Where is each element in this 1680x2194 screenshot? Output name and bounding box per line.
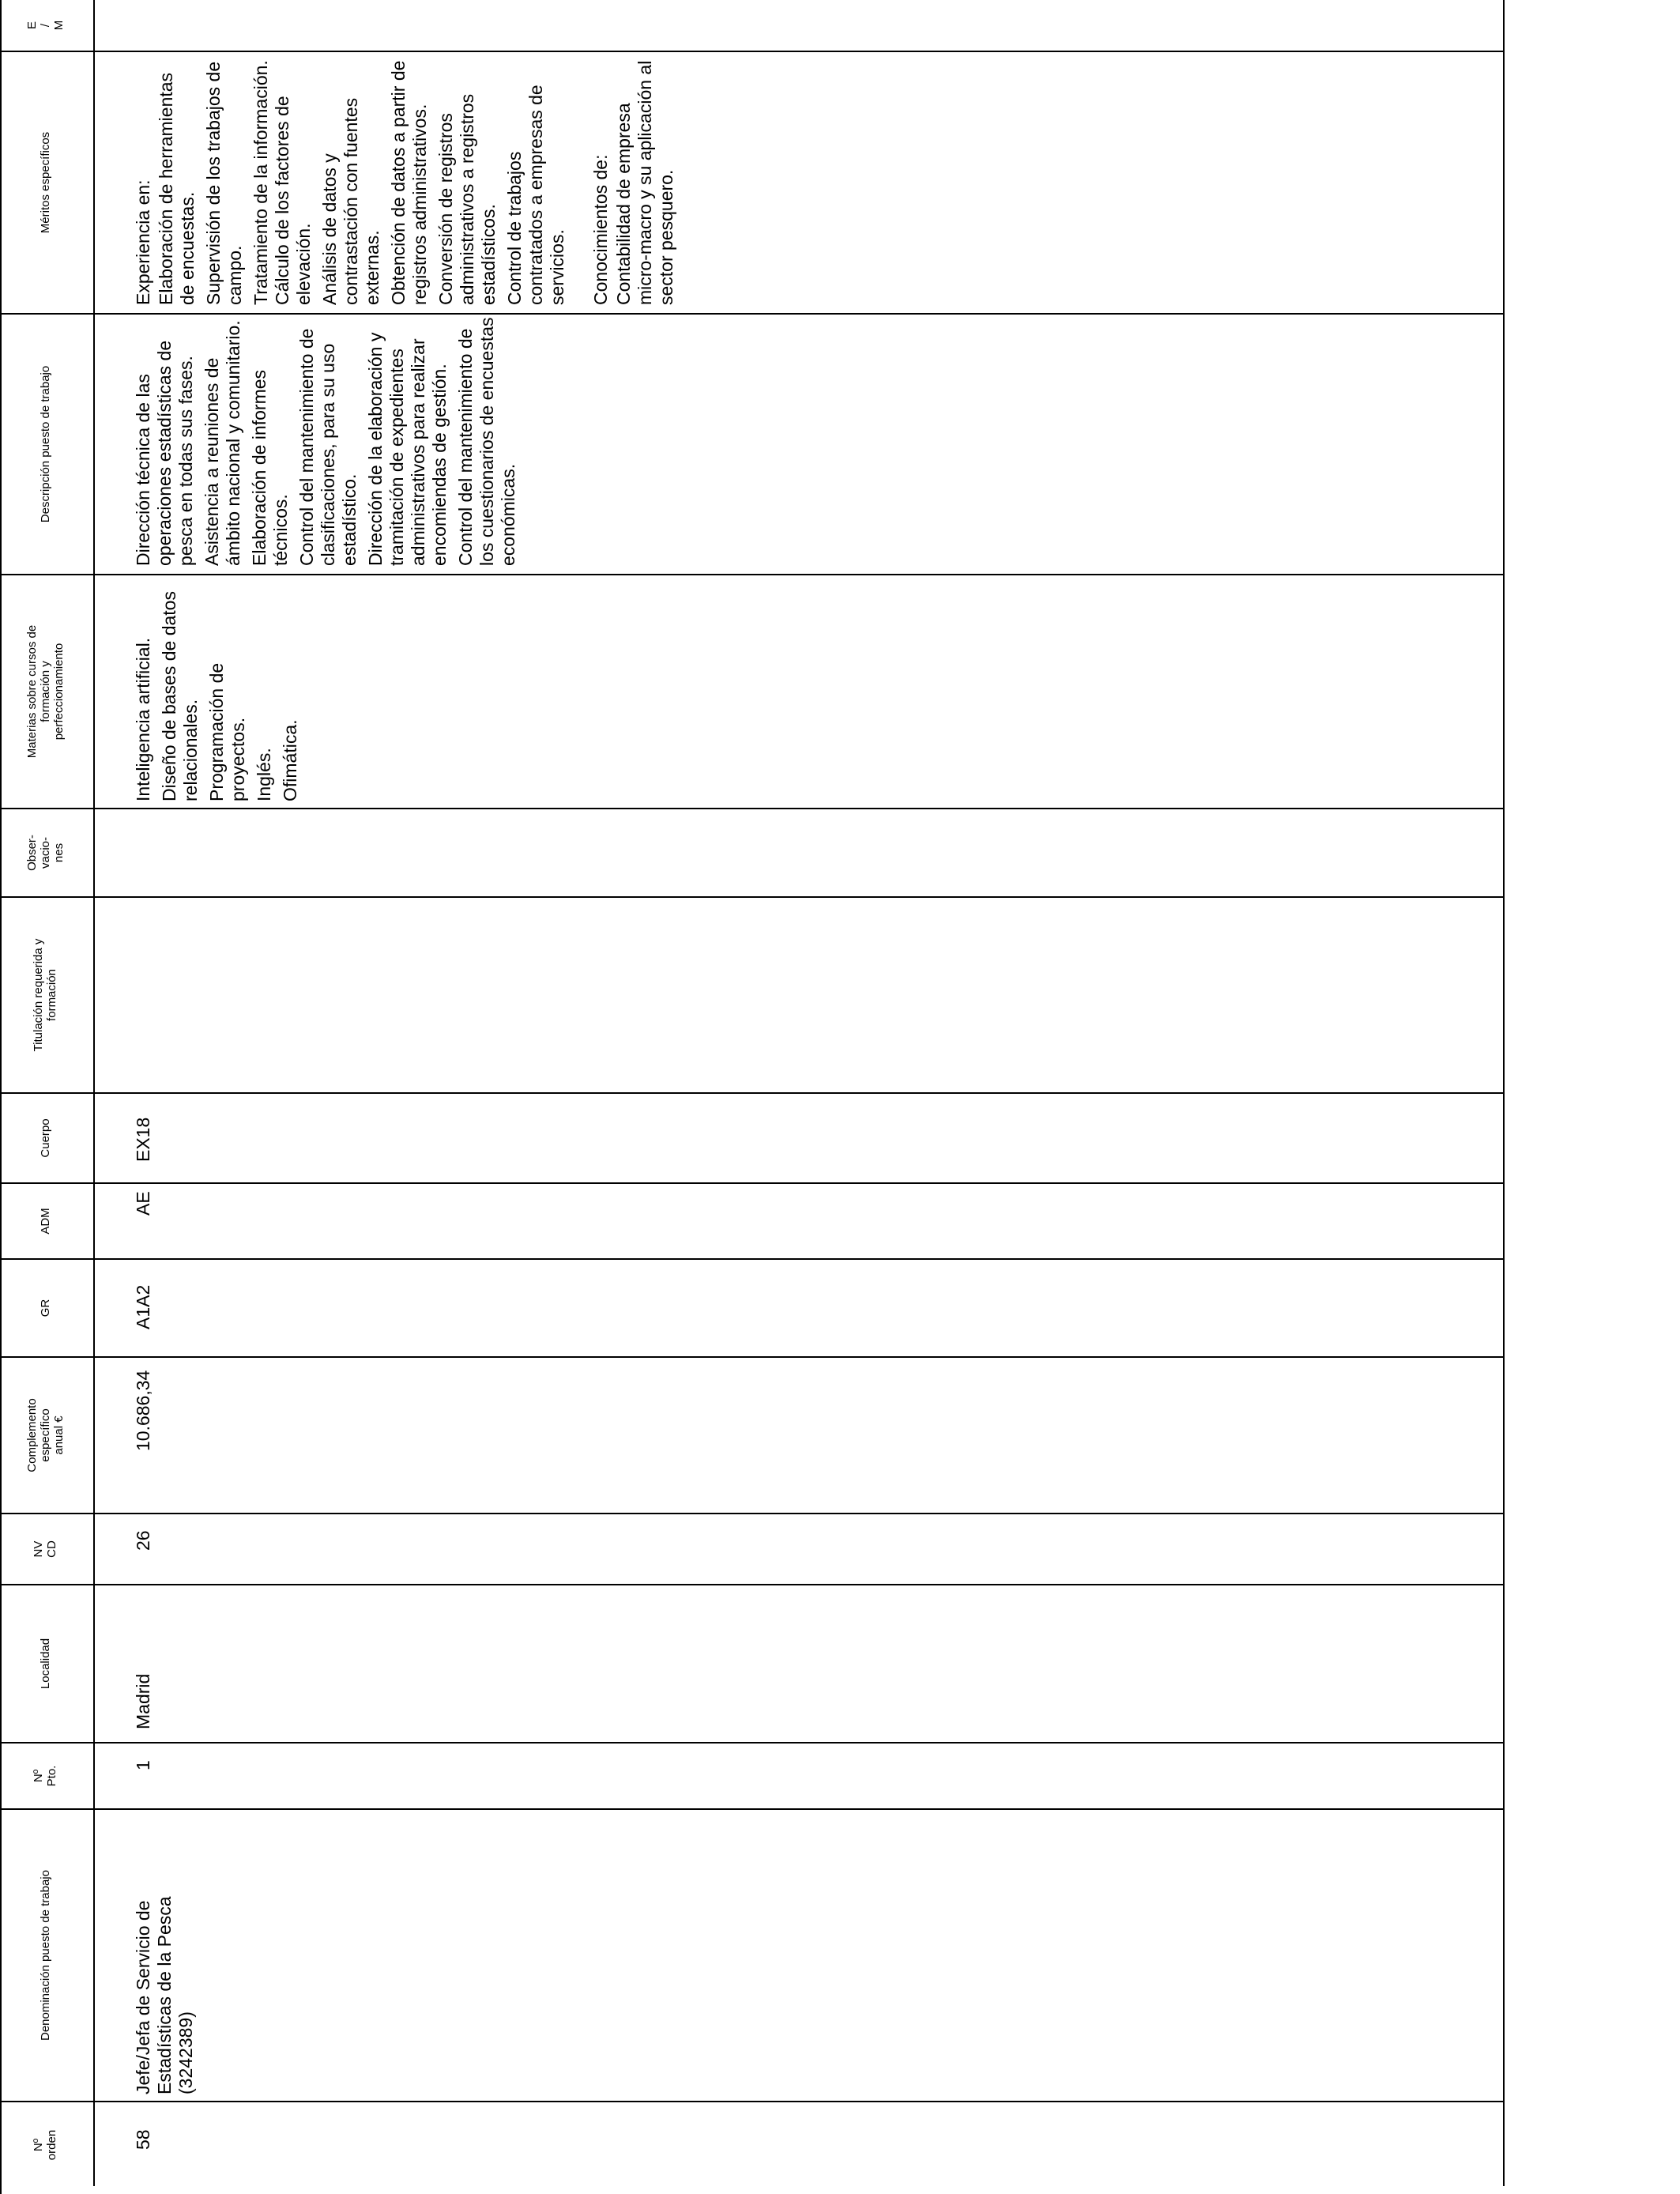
col-rule: [0, 2101, 1505, 2102]
materia-item: Inteligencia artificial.: [133, 637, 153, 801]
col-rule: [0, 51, 1505, 52]
descripcion-item: Elaboración de informes técnicos.: [249, 369, 291, 566]
col-rule: [0, 1584, 1505, 1585]
header-nivel: NV CD: [32, 1540, 58, 1558]
merito-item: Supervisión de los trabajos de campo.: [203, 61, 245, 305]
col-rule: [0, 1742, 1505, 1744]
col-rule: [0, 1513, 1505, 1514]
merito-item: Tratamiento de la información. Cálculo de los factores de elevación.: [250, 60, 314, 305]
col-rule: [0, 1258, 1505, 1260]
materia-item: Diseño de bases de datos relacionales.: [159, 591, 201, 801]
descripcion-item: Control del mantenimiento de los cuestionarios de encuestas económicas.: [455, 317, 518, 566]
materia-item: Inglés.: [254, 748, 274, 801]
merito-item: Obtención de datos a partir de registros administrativos.: [388, 60, 430, 305]
col-rule: [0, 1356, 1505, 1358]
merito-item: Conversión de registros administrativos a registros estadísticos.: [435, 93, 499, 305]
materia-item: Ofimática.: [280, 719, 300, 801]
cell-denominacion: Jefe/Jefa de Servicio de Estadísticas de la Pesca (3242389): [133, 1896, 196, 2094]
meritos-experiencia-label: Experiencia en:: [133, 179, 153, 305]
merito-item: Contabilidad de empresa micro-macro y su aplicación al sector pesquero.: [613, 60, 676, 305]
cell-nivel: 26: [133, 1530, 153, 1551]
header-grupo: GR: [38, 1299, 52, 1318]
col-rule: [0, 1182, 1505, 1184]
header-localidad: Localidad: [38, 1638, 52, 1690]
merito-item: Control de trabajos contratados a empresas de servicios.: [504, 85, 567, 305]
col-rule: [0, 313, 1505, 315]
col-rule: [0, 808, 1505, 809]
descripcion-item: Control del mantenimiento de clasificaciones, para su uso estadístico.: [296, 328, 360, 566]
col-rule: [0, 896, 1505, 898]
cell-orden: 58: [133, 2129, 153, 2150]
cell-grupo: A1A2: [133, 1284, 153, 1329]
materia-item: Programación de proyectos.: [206, 662, 248, 801]
header-orden: Nº orden: [32, 2129, 58, 2161]
col-rule: [0, 574, 1505, 575]
cell-materias: [133, 582, 306, 801]
header-pto: Nº Pto.: [32, 1765, 58, 1787]
col-rule: [0, 1808, 1505, 1810]
cell-cuerpo: EX18: [133, 1117, 153, 1162]
cell-meritos: [133, 54, 682, 305]
cell-descripcion: [133, 316, 524, 566]
header-complemento: Complemento específico anual €: [24, 1398, 66, 1472]
header-em: E / M: [24, 20, 66, 31]
cell-adm: AE: [133, 1191, 153, 1216]
header-descripcion: Descripción puesto de trabajo: [38, 365, 52, 523]
col-rule: [0, 1092, 1505, 1094]
merito-item: Análisis de datos y contrastación con fuentes externas.: [319, 97, 382, 305]
header-titulacion: Titulación requerida y formación: [32, 938, 58, 1052]
descripcion-item: Dirección técnica de las operaciones estadísticas de pesca en todas sus fases.: [133, 340, 196, 566]
meritos-conocimientos-label: Conocimientos de:: [590, 154, 611, 305]
header-denominacion: Denominación puesto de trabajo: [38, 1870, 52, 2041]
header-materias: Materias sobre cursos de formación y perfeccionamiento: [24, 624, 66, 759]
cell-complemento: 10.686,34: [133, 1370, 153, 1451]
header-observaciones: Obser- vacio- nes: [24, 835, 66, 871]
merito-item: Elaboración de herramientas de encuestas.: [156, 72, 198, 305]
header-adm: ADM: [38, 1208, 52, 1235]
cell-pto: 1: [133, 1760, 153, 1770]
cell-localidad: Madrid: [133, 1673, 153, 1729]
header-cuerpo: Cuerpo: [38, 1118, 52, 1158]
descripcion-item: Asistencia a reuniones de ámbito nacional y comunitario.: [202, 320, 243, 566]
header-meritos: Méritos específicos: [38, 131, 52, 234]
descripcion-item: Dirección de la elaboración y tramitación de expedientes administrativos para realizar encomiendas de gestión.: [365, 332, 450, 566]
rule-top: [0, 0, 2, 2194]
